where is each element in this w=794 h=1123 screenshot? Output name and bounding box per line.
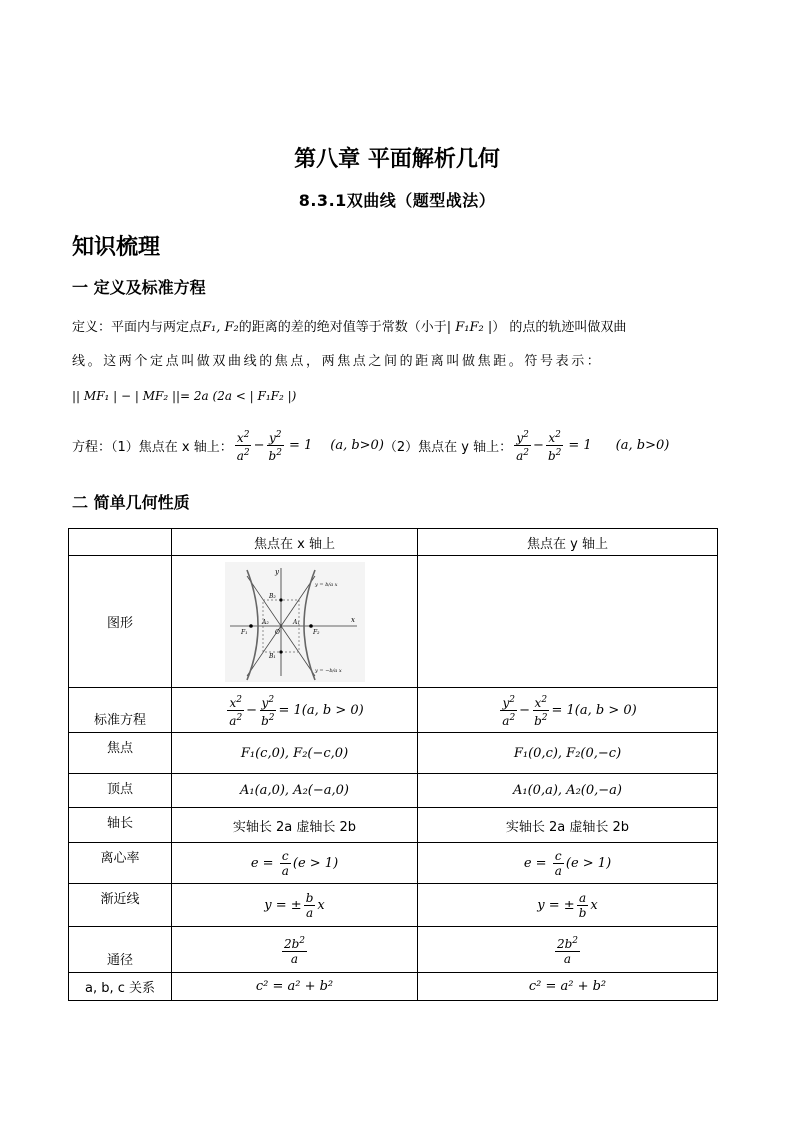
row-label-standard-equation: 标准方程	[69, 688, 172, 733]
table-row	[69, 884, 718, 927]
foci-symbol: F₁, F₂	[202, 320, 239, 335]
equation-label-x: 方程：（1）焦点在 x 轴上：	[72, 440, 233, 455]
asym-x: y = ± $\frac{b}{a}$ x	[172, 884, 418, 927]
heading-knowledge: 知识梳理	[72, 235, 161, 260]
x-axis-label: x	[350, 615, 355, 624]
row-label-latus-rectum: 通径	[69, 927, 172, 973]
a1-label: A₁	[292, 618, 300, 626]
f1-label: F₁	[240, 628, 248, 636]
equation-line: 方程：（1）焦点在 x 轴上： $\frac{x^2}{a^2}$ − $\frac{y^2}{b^2}$ = 1 (a, b>0) （2）焦点在 y 轴上： $\frac{y^2}{a^2}$ − $\frac{x^2}{b^2}$ = 1 (a, b>0)	[72, 430, 670, 463]
equals-one: = 1	[288, 438, 313, 453]
condition-x: (a, b>0)	[330, 438, 384, 453]
heading-definition: 一 定义及标准方程	[72, 278, 206, 297]
a2-label: A₂	[261, 618, 269, 626]
ecc-y-tail: (e > 1)	[565, 855, 612, 871]
definition-line-2: 线。这两个定点叫做双曲线的焦点，两焦点之间的距离叫做焦距。符号表示：	[72, 354, 603, 369]
abc-y: c² = a² + b²	[418, 973, 718, 1001]
row-label-eccentricity: 离心率	[69, 843, 172, 884]
focus-f1-point	[249, 624, 253, 628]
heading-properties: 二 简单几何性质	[72, 493, 190, 512]
vertex-x: A₁(a,0), A₂(−a,0)	[172, 774, 418, 808]
y-axis-label: y	[274, 567, 279, 576]
equals-one: = 1	[568, 438, 592, 453]
asym-x-prefix: y = ±	[264, 897, 302, 913]
focus-f2-point	[309, 624, 313, 628]
definition-paragraph	[72, 311, 722, 413]
ecc-x: e = $\frac{c}{a}$ (e > 1)	[172, 843, 418, 884]
table-row	[69, 529, 718, 556]
ecc-y: e = $\frac{c}{a}$ (e > 1)	[418, 843, 718, 884]
focus-y: F₁(0,c), F₂(0,−c)	[418, 733, 718, 774]
row-label-graph: 图形	[69, 556, 172, 688]
vertex-b2-point	[279, 598, 282, 601]
header-empty	[69, 529, 172, 556]
asym-y-prefix: y = ±	[537, 897, 575, 913]
table-row	[69, 808, 718, 843]
condition-y: (a, b>0)	[615, 438, 670, 453]
axis-y: 实轴长 2a 虚轴长 2b	[418, 808, 718, 843]
table-row	[69, 688, 718, 733]
origin-label: O	[274, 628, 280, 636]
vertex-y: A₁(0,a), A₂(0,−a)	[418, 774, 718, 808]
table-row	[69, 774, 718, 808]
section-title: 8.3.1双曲线（题型战法）	[298, 191, 496, 210]
row-label-abc: a, b, c 关系	[69, 973, 172, 1001]
definition-formula: || MF₁ | − | MF₂ ||= 2a (2a < | F₁F₂ |)	[72, 389, 297, 403]
hyperbola-graph-cell	[172, 556, 418, 688]
f2-label: F₂	[312, 628, 320, 636]
header-y-axis: 焦点在 y 轴上	[418, 529, 718, 556]
vertex-b1-point	[279, 650, 282, 653]
focal-distance-symbol: | F₁F₂ |	[446, 320, 493, 335]
asymptote-bottom-label: y = −b/a x	[314, 667, 342, 674]
std-eq-x-tail: = 1(a, b > 0)	[278, 702, 364, 718]
abc-x: c² = a² + b²	[172, 973, 418, 1001]
table-row	[69, 733, 718, 774]
ecc-x-tail: (e > 1)	[292, 855, 339, 871]
asymptote-top-label: y = b/a x	[314, 581, 337, 588]
equation-label-y: （2）焦点在 y 轴上：	[383, 440, 513, 455]
definition-text: 定义：平面内与两定点	[72, 320, 203, 335]
frac-x2-b2: $\frac{x^2}{b^2}$	[547, 430, 562, 463]
latus-x: $\frac{2b^2}{a}$	[172, 927, 418, 973]
table-row	[69, 973, 718, 1001]
definition-text: 的距离的差的绝对值等于常数（小于	[238, 320, 447, 335]
table-row	[69, 927, 718, 973]
definition-line-1	[72, 311, 722, 345]
header-x-axis: 焦点在 x 轴上	[172, 529, 418, 556]
row-label-vertex: 顶点	[69, 774, 172, 808]
std-eq-x: $\frac{x^2}{a^2}$ − $\frac{y^2}{b^2}$ = 1(a, b > 0)	[172, 688, 418, 733]
chapter-title: 第八章 平面解析几何	[294, 147, 500, 172]
row-label-axis: 轴长	[69, 808, 172, 843]
properties-table	[68, 528, 718, 1001]
b1-label: B₁	[268, 652, 276, 660]
table-row	[69, 843, 718, 884]
table-row	[69, 556, 718, 688]
std-eq-y-tail: = 1(a, b > 0)	[551, 702, 637, 718]
asym-y: y = ± $\frac{a}{b}$ x	[418, 884, 718, 927]
row-label-asymptote: 渐近线	[69, 884, 172, 927]
hyperbola-graph	[225, 562, 365, 682]
b2-label: B₂	[268, 592, 276, 600]
axis-x: 实轴长 2a 虚轴长 2b	[172, 808, 418, 843]
row-label-focus: 焦点	[69, 733, 172, 774]
graph-y-empty	[418, 556, 718, 688]
std-eq-y: $\frac{y^2}{a^2}$ − $\frac{x^2}{b^2}$ = 1(a, b > 0)	[418, 688, 718, 733]
focus-x: F₁(c,0), F₂(−c,0)	[172, 733, 418, 774]
frac-x2-a2: $\frac{x^2}{a^2}$	[236, 430, 250, 463]
latus-y: $\frac{2b^2}{a}$	[418, 927, 718, 973]
definition-text: ） 的点的轨迹叫做双曲	[492, 320, 627, 335]
frac-y2-b2: $\frac{y^2}{b^2}$	[268, 430, 282, 463]
frac-y2-a2: $\frac{y^2}{a^2}$	[516, 430, 530, 463]
